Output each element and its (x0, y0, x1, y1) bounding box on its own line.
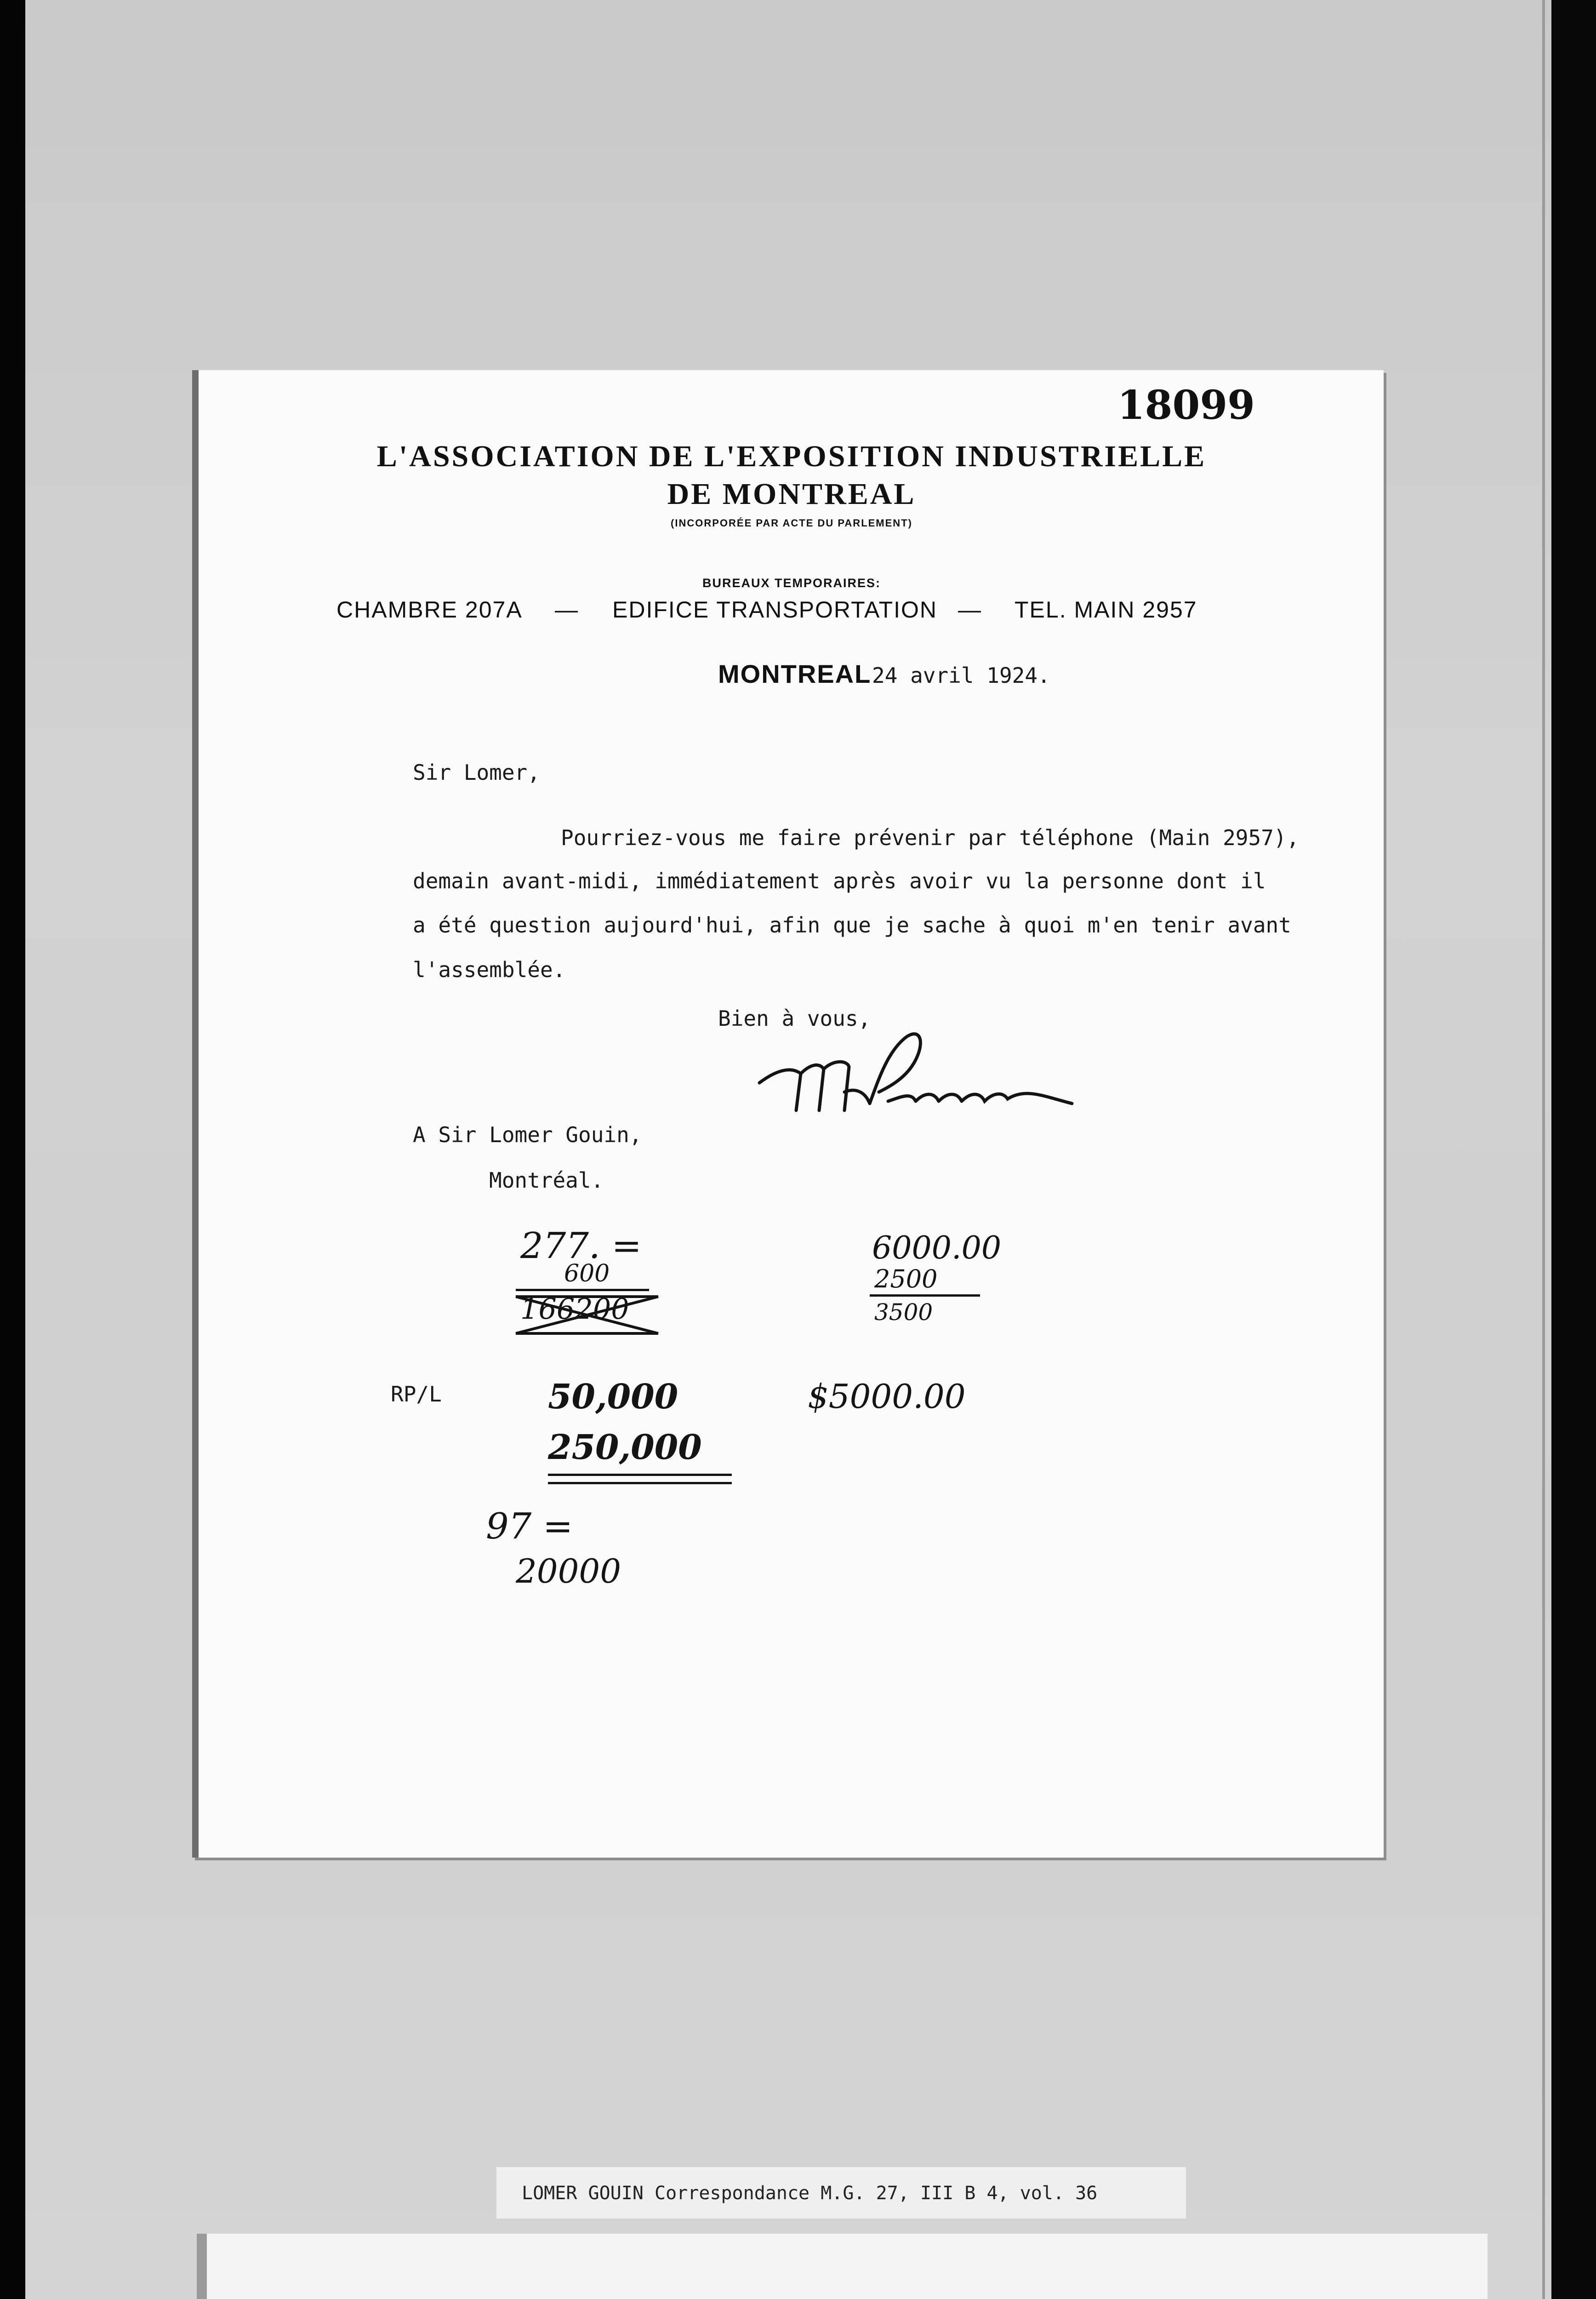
body-line: Pourriez-vous me faire prévenir par téléphone (Main 2957), (561, 825, 1300, 850)
letter-page (192, 370, 1384, 1858)
film-edge-left (0, 0, 25, 2299)
closing: Bien à vous, (718, 1006, 871, 1031)
handwritten-note: 97 = (486, 1506, 573, 1547)
building-name: EDIFICE TRANSPORTATION (612, 597, 938, 623)
body-line: demain avant-midi, immédiatement après avoir vu la personne dont il (413, 869, 1266, 893)
handwritten-note: 600 (564, 1260, 610, 1287)
recipient-city: Montréal. (489, 1168, 604, 1193)
letter-date: 24 avril 1924. (872, 663, 1050, 688)
crossout-mark (511, 1290, 663, 1340)
room-number: CHAMBRE 207A (336, 597, 523, 623)
reference-initials: RP/L (391, 1382, 442, 1407)
handwritten-note: 250,000 (548, 1428, 702, 1467)
film-edge-line (1542, 0, 1545, 2299)
handwritten-note: 277. = (520, 1225, 642, 1267)
telephone-number: TEL. MAIN 2957 (1015, 597, 1197, 623)
handwritten-underline (548, 1482, 732, 1484)
handwritten-note: 6000.00 (872, 1230, 1002, 1266)
handwritten-note: 2500 (874, 1264, 938, 1293)
signature (750, 1023, 1155, 1129)
salutation: Sir Lomer, (413, 760, 540, 785)
handwritten-note: 20000 (516, 1552, 621, 1590)
organization-name-line1: L'ASSOCIATION DE L'EXPOSITION INDUSTRIELLE (376, 440, 1207, 473)
body-line: l'assemblée. (413, 957, 566, 982)
body-line: a été question aujourd'hui, afin que je sache à quoi m'en tenir avant (413, 913, 1291, 938)
handwritten-note-crossed: 166200 (520, 1292, 629, 1326)
city-name: MONTREAL (718, 659, 872, 688)
document-number: 18099 (1117, 382, 1255, 429)
handwritten-note: $5000.00 (808, 1377, 966, 1416)
address-row (336, 596, 1302, 629)
separator-dash: — (555, 597, 579, 623)
separator-dash: — (958, 597, 982, 623)
film-edge-right (1551, 0, 1596, 2299)
handwritten-underline (870, 1294, 980, 1297)
archive-reference-label (496, 2167, 1186, 2219)
handwritten-note: 50,000 (548, 1377, 678, 1417)
recipient-name: A Sir Lomer Gouin, (413, 1122, 642, 1147)
handwritten-note: 3500 (874, 1299, 933, 1326)
temporary-offices-heading: BUREAUX TEMPORAIRES: (702, 576, 881, 590)
archives-stamp-card (197, 2234, 1488, 2299)
incorporation-note: (INCORPORÉE PAR ACTE DU PARLEMENT) (671, 517, 912, 529)
organization-name-line2: DE MONTREAL (667, 477, 916, 511)
handwritten-underline (548, 1474, 732, 1476)
archive-reference-text: LOMER GOUIN Correspondance M.G. 27, III B 4, vol. 36 (522, 2183, 1098, 2204)
